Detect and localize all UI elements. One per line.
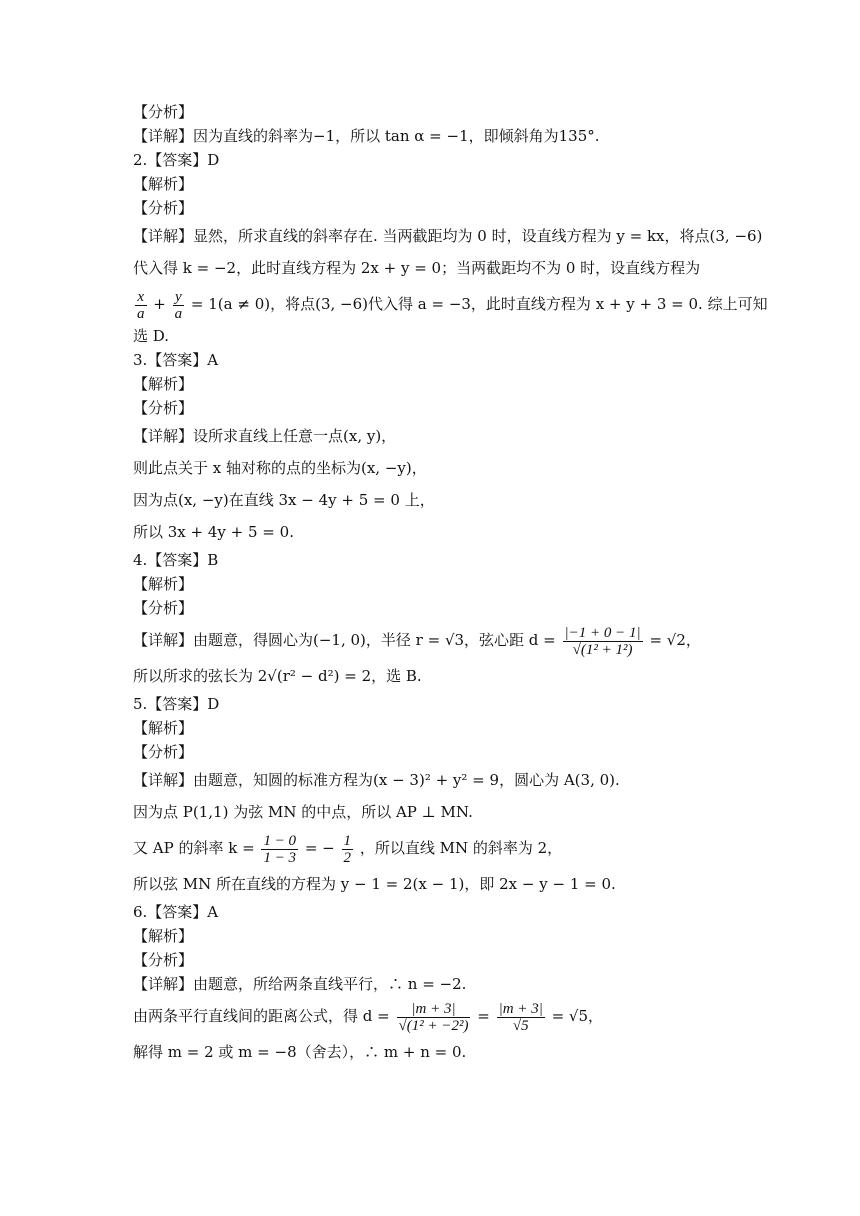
fraction bbox=[497, 1001, 545, 1034]
fraction bbox=[563, 625, 643, 658]
fraction-numerator: x bbox=[135, 289, 147, 306]
fraction bbox=[135, 289, 147, 322]
fraction-denominator: √5 bbox=[512, 1017, 529, 1034]
fraction bbox=[261, 833, 298, 866]
question-4-answer: 4.【答案】B bbox=[133, 551, 219, 569]
text-segment: ，将点(3, −6)代入得 a = −3，此时直线方程为 x + y + 3 = 0. 综上可知 bbox=[270, 295, 768, 313]
question-3-answer: 3.【答案】A bbox=[133, 351, 219, 369]
text-line: 【分析】 bbox=[133, 951, 194, 969]
text-line: 所以 3x + 4y + 5 = 0. bbox=[133, 523, 294, 541]
fraction-numerator: |m + 3| bbox=[498, 1000, 543, 1017]
fraction-numerator: 1 − 0 bbox=[263, 832, 297, 849]
text-line: 所以弦 MN 所在直线的方程为 y − 1 = 2(x − 1)，即 2x − y − 1 = 0. bbox=[133, 875, 616, 893]
text-line: 因为点(x, −y)在直线 3x − 4y + 5 = 0 上， bbox=[133, 491, 435, 509]
text-line: 【详解】由题意，知圆的标准方程为(x − 3)² + y² = 9，圆心为 A(3, 0). bbox=[133, 771, 620, 789]
text-line: 【解析】 bbox=[133, 575, 194, 593]
fraction bbox=[173, 289, 185, 322]
text-segment: ，所以直线 MN 的斜率为 2， bbox=[359, 839, 563, 857]
text-segment: = bbox=[477, 1007, 490, 1025]
text-segment: = √2， bbox=[649, 631, 701, 649]
fraction-line bbox=[133, 284, 768, 324]
text-line: 【分析】 bbox=[133, 103, 194, 121]
text-line: 【解析】 bbox=[133, 719, 194, 737]
fraction-line bbox=[133, 996, 733, 1036]
text-line: 【解析】 bbox=[133, 927, 194, 945]
fraction-denominator: √(1² + 1²) bbox=[572, 641, 633, 658]
text-line: 【分析】 bbox=[133, 599, 194, 617]
text-line: 代入得 k = −2，此时直线方程为 2x + y = 0；当两截距均不为 0 时，设直线方程为 bbox=[133, 259, 701, 277]
fraction bbox=[397, 1001, 471, 1034]
fraction-line bbox=[133, 828, 733, 868]
text-line: 解得 m = 2 或 m = −8（舍去），∴ m + n = 0. bbox=[133, 1043, 467, 1061]
fraction-numerator: 1 bbox=[343, 832, 352, 849]
text-line: 选 D. bbox=[133, 327, 170, 345]
math-text: = 1(a ≠ 0) bbox=[190, 295, 271, 313]
text-segment: = − bbox=[304, 839, 335, 857]
fraction-numerator: |−1 + 0 − 1| bbox=[564, 624, 641, 641]
question-5-answer: 5.【答案】D bbox=[133, 695, 220, 713]
text-line: 【解析】 bbox=[133, 175, 194, 193]
text-line: 则此点关于 x 轴对称的点的坐标为(x, −y)， bbox=[133, 459, 427, 477]
text-segment: = √5， bbox=[551, 1007, 604, 1025]
fraction bbox=[342, 833, 354, 866]
question-6-answer: 6.【答案】A bbox=[133, 903, 219, 921]
text-segment: 【详解】由题意，得圆心为(−1, 0)，半径 r = √3，弦心距 d = bbox=[133, 631, 556, 649]
solution-text bbox=[133, 100, 768, 1068]
text-line: 【解析】 bbox=[133, 375, 194, 393]
fraction-denominator: a bbox=[174, 305, 183, 322]
text-line: 【分析】 bbox=[133, 743, 194, 761]
text-line: 【详解】因为直线的斜率为−1，所以 tan α = −1，即倾斜角为135°. bbox=[133, 127, 600, 145]
fraction-denominator: a bbox=[137, 305, 145, 322]
question-2-answer: 2.【答案】D bbox=[133, 151, 220, 169]
text-line: 【详解】由题意，所给两条直线平行，∴ n = −2. bbox=[133, 975, 467, 993]
text-line: 【详解】设所求直线上任意一点(x, y)， bbox=[133, 427, 397, 445]
math-operator: + bbox=[153, 295, 166, 313]
fraction-denominator: √(1² + −2²) bbox=[398, 1017, 469, 1034]
text-line: 【分析】 bbox=[133, 399, 194, 417]
text-segment: 又 AP 的斜率 k = bbox=[133, 839, 255, 857]
fraction-numerator: y bbox=[173, 289, 185, 306]
text-segment: 由两条平行直线间的距离公式，得 d = bbox=[133, 1007, 390, 1025]
text-line: 【详解】显然，所求直线的斜率存在. 当两截距均为 0 时，设直线方程为 y = kx，将点(3, −6) bbox=[133, 227, 763, 245]
text-line: 因为点 P(1,1) 为弦 MN 的中点，所以 AP ⊥ MN. bbox=[133, 803, 473, 821]
text-line: 【分析】 bbox=[133, 199, 194, 217]
text-line: 所以所求的弦长为 2√(r² − d²) = 2，选 B. bbox=[133, 667, 422, 685]
fraction-line bbox=[133, 620, 733, 660]
fraction-numerator: |m + 3| bbox=[397, 1001, 471, 1018]
fraction-denominator: 2 bbox=[343, 849, 352, 866]
fraction-denominator: 1 − 3 bbox=[263, 849, 297, 866]
